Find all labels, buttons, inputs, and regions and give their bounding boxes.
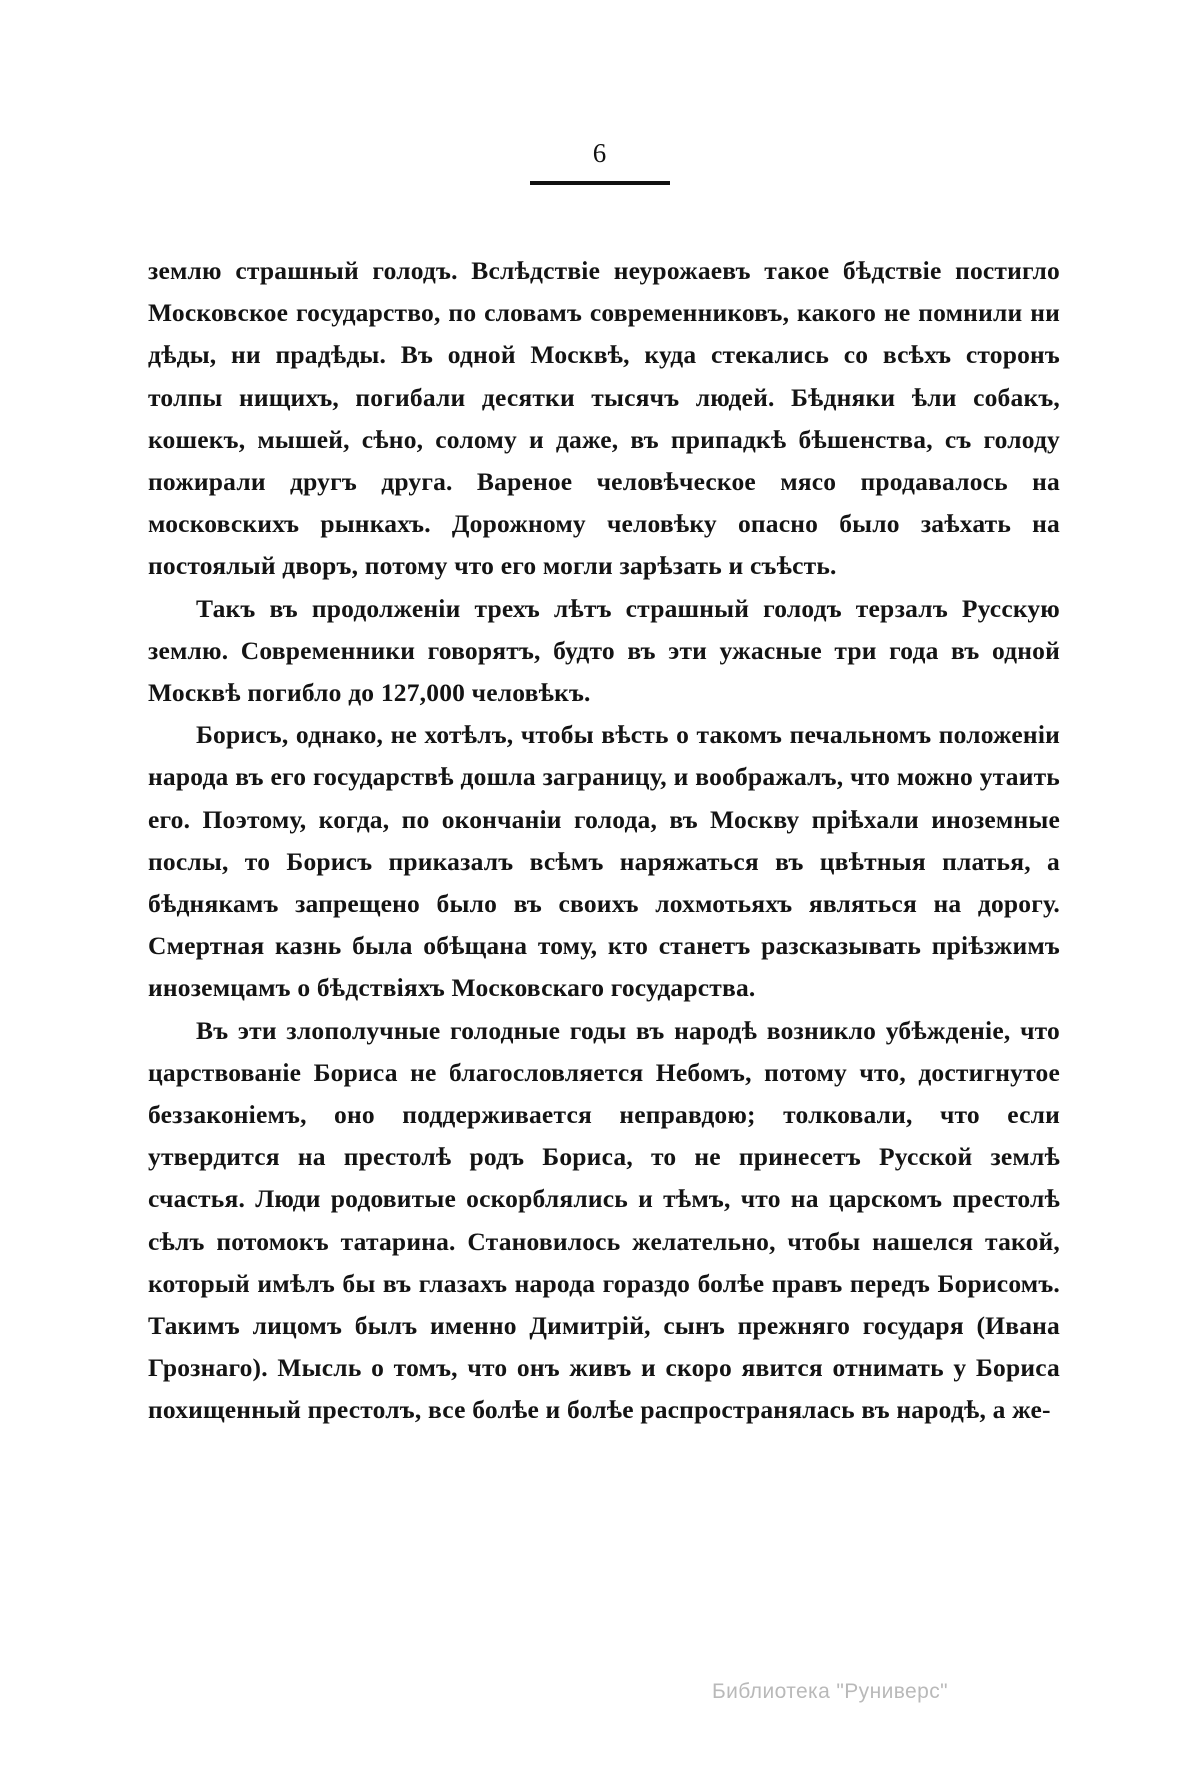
paragraph-1: землю страшный голодъ. Вслѣдствіе неурожаевъ такое бѣдствіе постигло Московское государство, по словамъ современниковъ, какого не помнили ни дѣды, ни прадѣды. Въ одной Москвѣ, куда стекались со всѣхъ сторонъ толпы нищихъ, погибали десятки тысячъ людей. Бѣдняки ѣли собакъ, кошекъ, мышей, сѣно, солому и даже, въ припадкѣ бѣшенства, съ голоду пожирали другъ друга. Вареное человѣческое мясо продавалось на московскихъ рынкахъ. Дорожному человѣку опасно было заѣхать на постоялый дворъ, потому что его могли зарѣзать и съѣсть. bbox=[148, 256, 1060, 581]
paragraph-2: Такъ въ продолженіи трехъ лѣтъ страшный голодъ терзалъ Русскую землю. Современники говорятъ, будто въ эти ужасные три года въ одной Москвѣ погибло до 127,000 человѣкъ. bbox=[148, 593, 1060, 708]
paragraph-3: Борисъ, однако, не хотѣлъ, чтобы вѣсть о такомъ печальномъ положеніи народа въ его государствѣ дошла заграницу, и воображалъ, что можно утаить его. Поэтому, когда, по окончаніи голода, въ Москву пріѣхали иноземные послы, то Борисъ приказалъ всѣмъ наряжаться въ цвѣтныя платья, а бѣднякамъ запрещено было въ своихъ лохмотьяхъ являться на дорогу. Смертная казнь была обѣщана тому, кто станетъ разсказывать пріѣзжимъ иноземцамъ о бѣдствіяхъ Московскаго государства. bbox=[148, 720, 1060, 1003]
paragraph-4: Въ эти злополучные голодные годы въ народѣ возникло убѣжденіе, что царствованіе Бориса не благословляется Небомъ, потому что, достигнутое беззаконіемъ, оно поддерживается неправдою; толковали, что если утвердится на престолѣ родъ Бориса, то не принесетъ Русской землѣ счастья. Люди родовитые оскорблялись и тѣмъ, что на царскомъ престолѣ сѣлъ потомокъ татарина. Становилось желательно, чтобы нашелся такой, который имѣлъ бы въ глазахъ народа гораздо болѣе правъ передъ Борисомъ. Такимъ лицомъ былъ именно Димитрій, сынъ прежняго государя (Ивана Грознаго). Мысль о томъ, что онъ живъ и скоро явится отнимать у Бориса похищенный престолъ, все болѣе и болѣе распространялась въ народѣ, а же- bbox=[148, 1015, 1060, 1425]
page-header bbox=[0, 140, 1200, 185]
page-number: 6 bbox=[592, 138, 608, 168]
body-text bbox=[148, 250, 1060, 1432]
library-watermark: Библиотека "Руниверс" bbox=[712, 1680, 948, 1703]
header-divider bbox=[530, 181, 670, 185]
